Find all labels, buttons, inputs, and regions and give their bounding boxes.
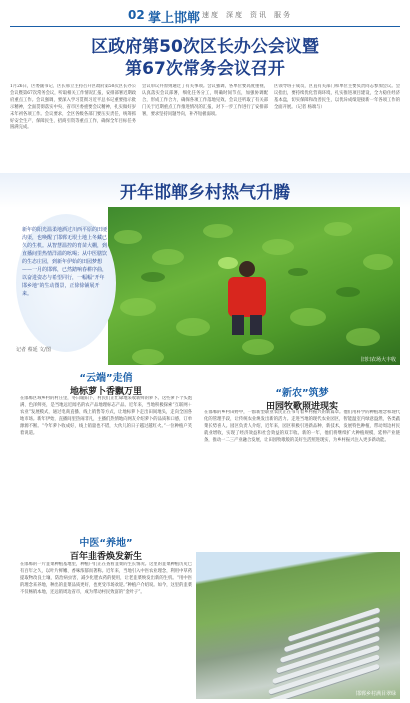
article1-title-line2: 第67次常务会议召开 [125, 59, 285, 79]
article1-column-1: 1月26日，区委副书记、区长邢立主持召开区政府第50次区长办公会议暨第67次常务会议，听取相关工作情况汇报，安排部署近期政府重点工作。会议强调，要深入学习贯彻习近平总书记重要指示批示精神，全面贯彻落实中央、省市区委重要会议精神，扎实做好岁末年初各项工作。会议要求，全区各级各部门要压实责任，统筹抓好安全生产、保障民生、招商引资等重点工作，确保全年目标任务圆满完成。 [10, 84, 136, 131]
section-newfarmer-kicker: “新农”筑梦 [275, 388, 329, 399]
tag-service: 服务 [274, 11, 292, 19]
feature-photo-farm [108, 207, 400, 365]
section-newfarmer-title: 田园牧歌照进现实 [265, 402, 338, 412]
feature-photo-greenhouses [196, 552, 400, 699]
section-name: 掌上邯郸 [148, 11, 201, 26]
feature-headline: 开年邯郸乡村热气升腾 [120, 183, 290, 203]
section-number: 02 [128, 8, 145, 22]
article1-column-2: 会议审议并原则通过了有关事项。会议强调，各单位要高度重视，认真落实会议部署，细化任务分工，明确时间节点，加强协调配合，形成工作合力，确保各项工作落地见效。会议还听取了有关部门关于近期重点工作推进情况的汇报，对下一步工作进行了安排部署，要求坚持问题导向，补齐短板弱项。 [142, 84, 268, 117]
tag-info: 资讯 [250, 11, 268, 19]
article1-headline [0, 36, 410, 80]
greenhouse-photo-caption: 邯郸乡村满目翠绿 [355, 691, 396, 697]
feature-lead-text: 新年的阳光温柔地洒过川西平原的田埂沟渠，也唤醒了邯郸无垠土地上冬藏已久的生机。从智慧温控的育苗大棚，到直播间里热情洋溢的吆喝；从中医膳饮的生态庄园，到新年伊始的田园梦想——一月的邯郸，已然踏响春耕序曲，以奋进姿态与希望同行，一幅幅“开年邯乡地”的生动图景，正徐徐铺展开来。 [22, 227, 108, 297]
section-newfarmer-body: 在邯郸的乡村田野中，一群新型职业农民正在书写着乡村振兴的新篇章。他们用科学的种植理念和现代化的管理手段，让传统农业焕发出新的活力。走进当地的现代农业园区，智能温室内绿意盎然，各类蔬菜长势喜人。园区负责人介绍，近年来，园区积极引进新品种、新技术，发展特色种植，带动周边村民就业增收，实现了经济效益和社会效益的双丰收。新的一年，他们将继续扩大种植规模，延伸产业链条，推动一二三产业融合发展，让田园牧歌般的美好生活照进现实，为乡村振兴注入更多新动能。 [204, 410, 400, 443]
farm-photo-caption: 旧归农场大丰收 [360, 357, 396, 363]
article1-title-line1: 区政府第50次区长办公会议暨 [91, 37, 319, 57]
page-header [0, 0, 410, 28]
farm-photo-illustration [108, 207, 400, 365]
header-rule [10, 26, 400, 27]
tag-speed: 速度 [202, 11, 220, 19]
article1-body [10, 84, 400, 164]
section-tcm-body: 在邯郸的一片韭菜种植基地里，种植户们正在查看韭菜的生长情况。这里的韭菜种植历史已有百年之久，以叶片鲜嫩、香味浓郁而著称。近年来，当地引入中医农业理念，利用中草药提取物改良土壤、防治病虫害，减少化肥农药的使用，让老韭菜焕发出新的生机。“用中医的理念来养地，种出的韭菜品质更好，也更受市场欢迎。”种植户介绍说。如今，这里的韭菜不仅畅销本地，还远销周边省市，成为带动村民致富的“金叶子”。 [20, 562, 192, 595]
tag-depth: 深度 [226, 11, 244, 19]
section-newfarmer-heading [204, 384, 400, 412]
section-tcm-kicker: 中医“养地” [79, 538, 133, 549]
section-cloud-heading [20, 369, 192, 397]
section-cloud-kicker: “云端”走俏 [79, 373, 133, 384]
section-tags [202, 10, 298, 20]
section-tcm-title: 百年韭香焕发新生 [69, 552, 142, 562]
section-cloud-body: 在邯郸区域乡村的村庄里，冬日暖阳下，村民们正忙碌地采收新鲜的萝卜。这些萝卜个头饱满、色泽鲜亮，是当地远近闻名的农产品地理标志产品。近年来，当地积极探索“互联网＋农业”发展模式，通过电商直播、线上销售等方式，让地标萝卜走出田间地头，走向全国各地市场。新年伊始，直播间里热闹非凡，主播们热情地向网友介绍萝卜的品质和口感，订单源源不断。“今年萝卜收成好，线上销量也不错，大伙儿的日子越过越红火。”一位种植户笑着说道。 [20, 396, 192, 436]
section-tcm-heading [20, 534, 192, 562]
article1-column-3: 区领导班子成员，区直有关部门和单位主要负责同志参加会议。会议指出，要持续优化营商环境，扎实推进项目建设，全力稳住经济基本盘，切实保障和改善民生，以优异成绩迎接新一年各项工作的全面开展。（记者 杨端与） [274, 84, 400, 110]
feature-reporter: 记者 蔡延 文/图 [16, 347, 51, 353]
section-cloud-title: 地标萝卜香飘万里 [69, 387, 142, 397]
